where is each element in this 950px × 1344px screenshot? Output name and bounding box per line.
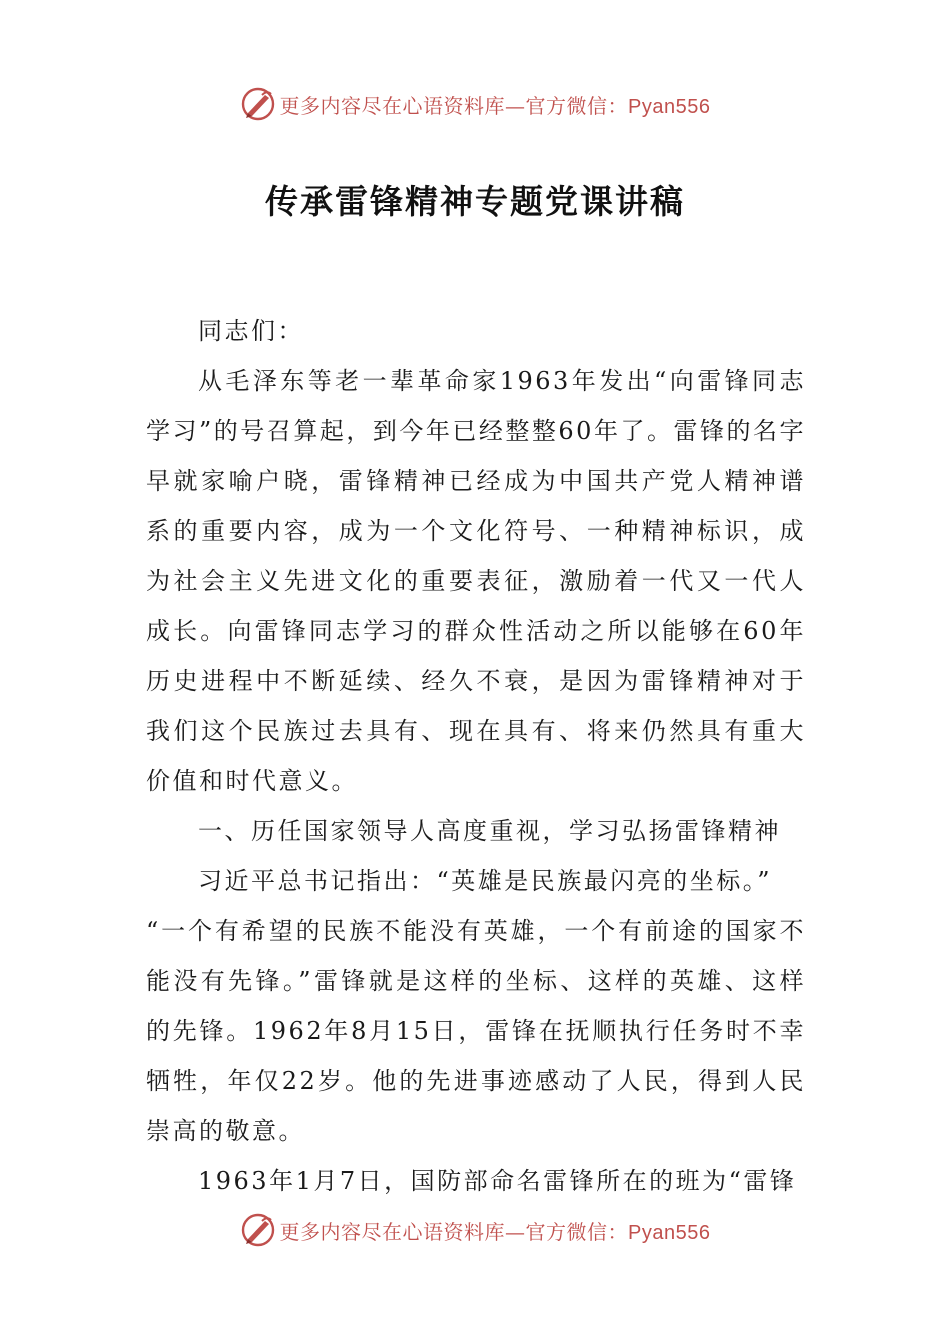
pen-logo-icon [240,86,276,122]
wechat-id: Pyan556 [628,95,711,118]
pen-logo-icon [240,1212,276,1248]
body-paragraph: 习近平总书记指出：“英雄是民族最闪亮的坐标。” [198,867,773,895]
body-paragraph: 从毛泽东等老一辈革命家1963年发出“向雷锋同志学习”的号召算起，到今年已经整整60年了。雷锋的名字早就家喻户晓，雷锋精神已经成为中国共产党人精神谱系的重要内容，成为一个文化符号、一种精神标识，成为社会主义先进文化的重要表征，激励着一代又一代人成长。向雷锋同志学习的群众性活动之所以能够在60年历史进程中不断延续、经久不衰，是因为雷锋精神对于我们这个民族过去具有、现在具有、将来仍然具有重大价值和时代意义。 [146,367,806,795]
body-paragraph: 1963年1月7日，国防部命名雷锋所在的班为“雷锋 [198,1167,797,1195]
watermark-text: 更多内容尽在心语资料库—官方微信：Pyan556 [279,1219,711,1244]
watermark-text: 更多内容尽在心语资料库—官方微信：Pyan556 [279,93,711,118]
footer-watermark-banner [0,1210,950,1250]
document-body [146,306,806,1206]
document-title: 传承雷锋精神专题党课讲稿 [265,182,685,221]
body-paragraph: “一个有希望的民族不能没有英雄，一个有前途的国家不能没有先锋。”雷锋就是这样的坐标、这样的英雄、这样的先锋。1962年8月15日，雷锋在抚顺执行任务时不幸牺牲，年仅22岁。他的先进事迹感动了人民，得到人民崇高的敬意。 [146,917,806,1145]
header-watermark-banner [0,84,950,124]
salutation: 同志们： [198,317,304,345]
wechat-id: Pyan556 [628,1221,711,1244]
section-heading: 一、历任国家领导人高度重视，学习弘扬雷锋精神 [198,817,781,845]
